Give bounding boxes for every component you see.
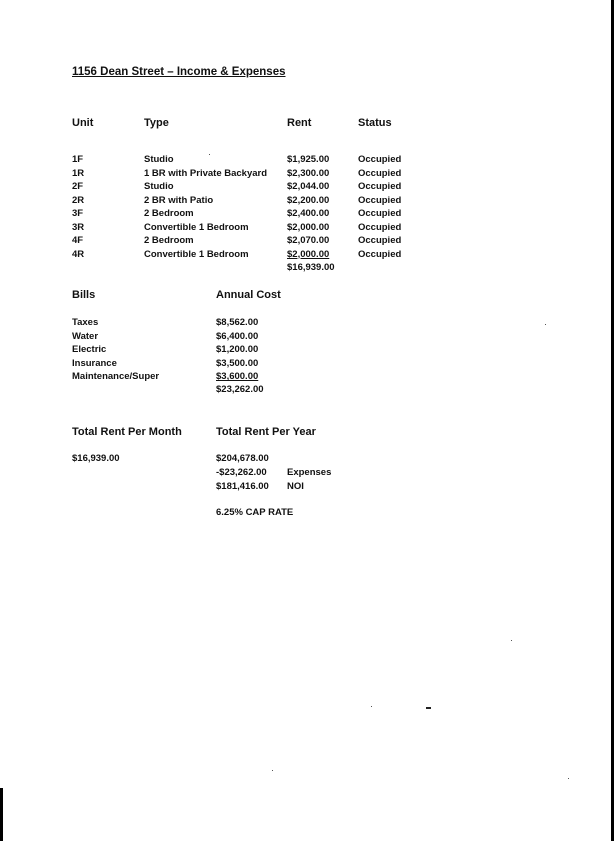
scan-speck <box>426 707 431 709</box>
monthly-total: $16,939.00 <box>72 453 120 464</box>
unit-cell: 3R <box>72 221 85 233</box>
rent-cell: $2,070.00 <box>287 235 330 246</box>
scan-speck <box>209 154 210 155</box>
scan-speck <box>568 778 569 779</box>
total-annual-cost: $23,262.00 <box>216 384 264 395</box>
bill-name: Electric <box>72 344 107 355</box>
bill-name: Insurance <box>72 357 117 369</box>
rent-cell: $2,300.00 <box>287 167 330 179</box>
type-cell: 2 Bedroom <box>144 235 194 246</box>
status-cell: Occupied <box>358 248 402 260</box>
status-cell: Occupied <box>358 235 402 246</box>
type-cell: Convertible 1 Bedroom <box>144 221 249 233</box>
status-cell: Occupied <box>358 221 402 233</box>
type-column-header: Type <box>144 117 169 129</box>
status-cell: Occupied <box>358 194 402 206</box>
unit-cell: 2R <box>72 194 85 206</box>
scan-speck <box>371 706 372 707</box>
yearly-total: $204,678.00 <box>216 453 269 464</box>
scan-speck <box>545 324 546 325</box>
unit-cell: 4R <box>72 248 85 260</box>
annual-cost-header: Annual Cost <box>216 289 281 301</box>
type-cell: Studio <box>144 154 174 165</box>
scan-edge-left <box>0 788 3 841</box>
unit-cell: 2F <box>72 181 84 192</box>
rent-cell: $2,200.00 <box>287 194 330 206</box>
unit-cell: 4F <box>72 235 84 246</box>
unit-cell: 1R <box>72 167 85 179</box>
bill-cost: $3,500.00 <box>216 357 259 369</box>
status-column-header: Status <box>358 117 392 129</box>
scan-speck <box>272 770 273 771</box>
rent-cell: $2,400.00 <box>287 208 330 219</box>
status-cell: Occupied <box>358 181 402 192</box>
rent-cell: $2,044.00 <box>287 181 330 192</box>
rent-cell: $1,925.00 <box>287 154 330 165</box>
month-total-header: Total Rent Per Month <box>72 426 182 438</box>
unit-column-header: Unit <box>72 117 94 129</box>
bills-header: Bills <box>72 289 96 301</box>
scan-speck <box>511 640 512 641</box>
expenses-value: -$23,262.00 <box>216 467 267 478</box>
noi-label: NOI <box>287 481 304 492</box>
type-cell: Studio <box>144 181 174 192</box>
bill-cost: $6,400.00 <box>216 330 259 342</box>
type-cell: Convertible 1 Bedroom <box>144 248 249 260</box>
rent-cell: $2,000.00 <box>287 221 330 233</box>
document-title: 1156 Dean Street – Income & Expenses <box>72 66 286 78</box>
unit-cell: 3F <box>72 208 84 219</box>
total-rent: $16,939.00 <box>287 262 335 273</box>
rent-column-header: Rent <box>287 117 312 129</box>
status-cell: Occupied <box>358 167 402 179</box>
bill-name: Taxes <box>72 317 99 328</box>
noi-value: $181,416.00 <box>216 481 269 492</box>
expenses-label: Expenses <box>287 467 332 478</box>
year-total-header: Total Rent Per Year <box>216 426 316 438</box>
bill-name: Water <box>72 330 99 342</box>
status-cell: Occupied <box>358 154 402 165</box>
bill-name: Maintenance/Super <box>72 371 160 382</box>
bill-cost: $1,200.00 <box>216 344 259 355</box>
unit-cell: 1F <box>72 154 84 165</box>
status-cell: Occupied <box>358 208 402 219</box>
bill-cost: $8,562.00 <box>216 317 259 328</box>
cap-rate: 6.25% CAP RATE <box>216 507 294 518</box>
type-cell: 2 Bedroom <box>144 208 194 219</box>
bill-cost: $3,600.00 <box>216 371 259 382</box>
type-cell: 1 BR with Private Backyard <box>144 167 268 179</box>
rent-cell: $2,000.00 <box>287 248 330 260</box>
type-cell: 2 BR with Patio <box>144 194 214 206</box>
